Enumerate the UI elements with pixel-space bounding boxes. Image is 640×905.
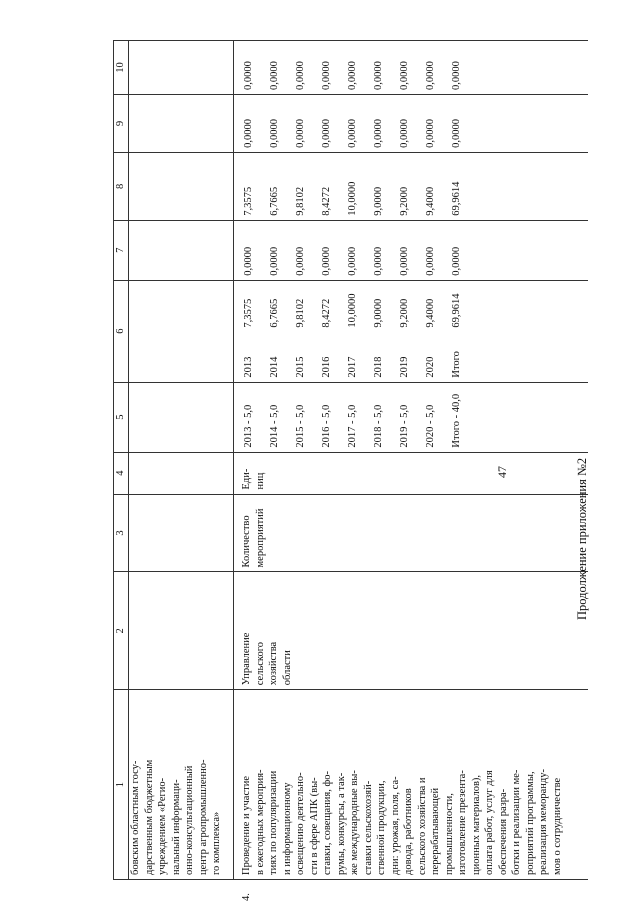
- row4-col8: 7,3575 6,7665 9,8102 8,4272 10,0000 9,0000 9,2000 9,4000 69,9614: [234, 152, 589, 220]
- year-total-2020: 20209,4000: [425, 298, 436, 378]
- year-total-2014: 20146,7665: [269, 298, 280, 378]
- col-num-9: 9: [114, 94, 129, 152]
- col-num-7: 7: [114, 220, 129, 280]
- year-total-2019: 20199,2000: [399, 298, 410, 378]
- row4-number: 4.: [241, 893, 252, 901]
- col-num-5: 5: [114, 382, 129, 452]
- col-num-1: 1: [114, 690, 129, 880]
- year-total-sum: Итого69,9614: [451, 293, 462, 378]
- year-total-2015: 20159,8102: [295, 298, 306, 378]
- year-total-2013: 20137,3575: [243, 298, 254, 378]
- row4-col7: 0,0000 0,0000 0,0000 0,0000 0,0000 0,0000 0,0000 0,0000 0,0000: [234, 220, 589, 280]
- row4-indicator: Количество мероприятий: [234, 494, 589, 572]
- year-total-2016: 20168,4272: [321, 298, 332, 378]
- col-num-2: 2: [114, 572, 129, 690]
- year-total-2017: 201710,0000: [347, 293, 358, 378]
- col-num-4: 4: [114, 452, 129, 494]
- row4-executor: Управление сельского хозяйства области: [234, 572, 589, 690]
- col-num-10: 10: [114, 41, 129, 95]
- row4-col9: 0,0000 0,0000 0,0000 0,0000 0,0000 0,0000 0,0000 0,0000 0,0000: [234, 94, 589, 152]
- col-num-3: 3: [114, 494, 129, 572]
- row4-col10: 0,0000 0,0000 0,0000 0,0000 0,0000 0,0000 0,0000 0,0000 0,0000: [234, 41, 589, 95]
- col-num-8: 8: [114, 152, 129, 220]
- row4-unit: Еди- ниц: [234, 452, 589, 494]
- prev-row-description: бовским областным госу- дарственным бюджетным учреждением «Регио- нальный информаци- онно-консультационный центр агропромышленно- го комплекса»: [129, 690, 234, 880]
- program-table: [113, 40, 588, 901]
- table-row-previous: [129, 41, 234, 880]
- table-row-4: [234, 41, 589, 880]
- row4-funding-total: [234, 280, 589, 382]
- page-number: 47: [495, 466, 509, 478]
- rotated-landscape-content: [113, 40, 589, 901]
- row4-target-values: 2013 - 5,0 2014 - 5,0 2015 - 5,0 2016 - 5,0 2017 - 5,0 2018 - 5,0 2019 - 5,0 2020 - 5,0 Итого - 40,0: [234, 382, 589, 452]
- row4-description: 4. Проведение и участие в ежегодных мероприя- тиях по популяризации и информационному освещению деятельно- сти в сфере АПК (вы- ставки, совещания, фо- румы, конкурсы, а так- же международные вы- ставки сельскохозяй- ственной продукции, дни: урожая, поля, са- довода, работников сельского хозяйства и перерабатывающей промышленности, изготовление презента- ционных материалов), оплата работ, услуг для обеспечения разра- ботки и реализации ме- роприятий программы, реализация меморанду- мов о сотрудничестве: [234, 690, 589, 880]
- continuation-label: Продолжение приложения №2: [575, 457, 589, 620]
- column-number-row: [114, 41, 129, 880]
- col-num-6: 6: [114, 280, 129, 382]
- year-total-2018: 20189,0000: [373, 298, 384, 378]
